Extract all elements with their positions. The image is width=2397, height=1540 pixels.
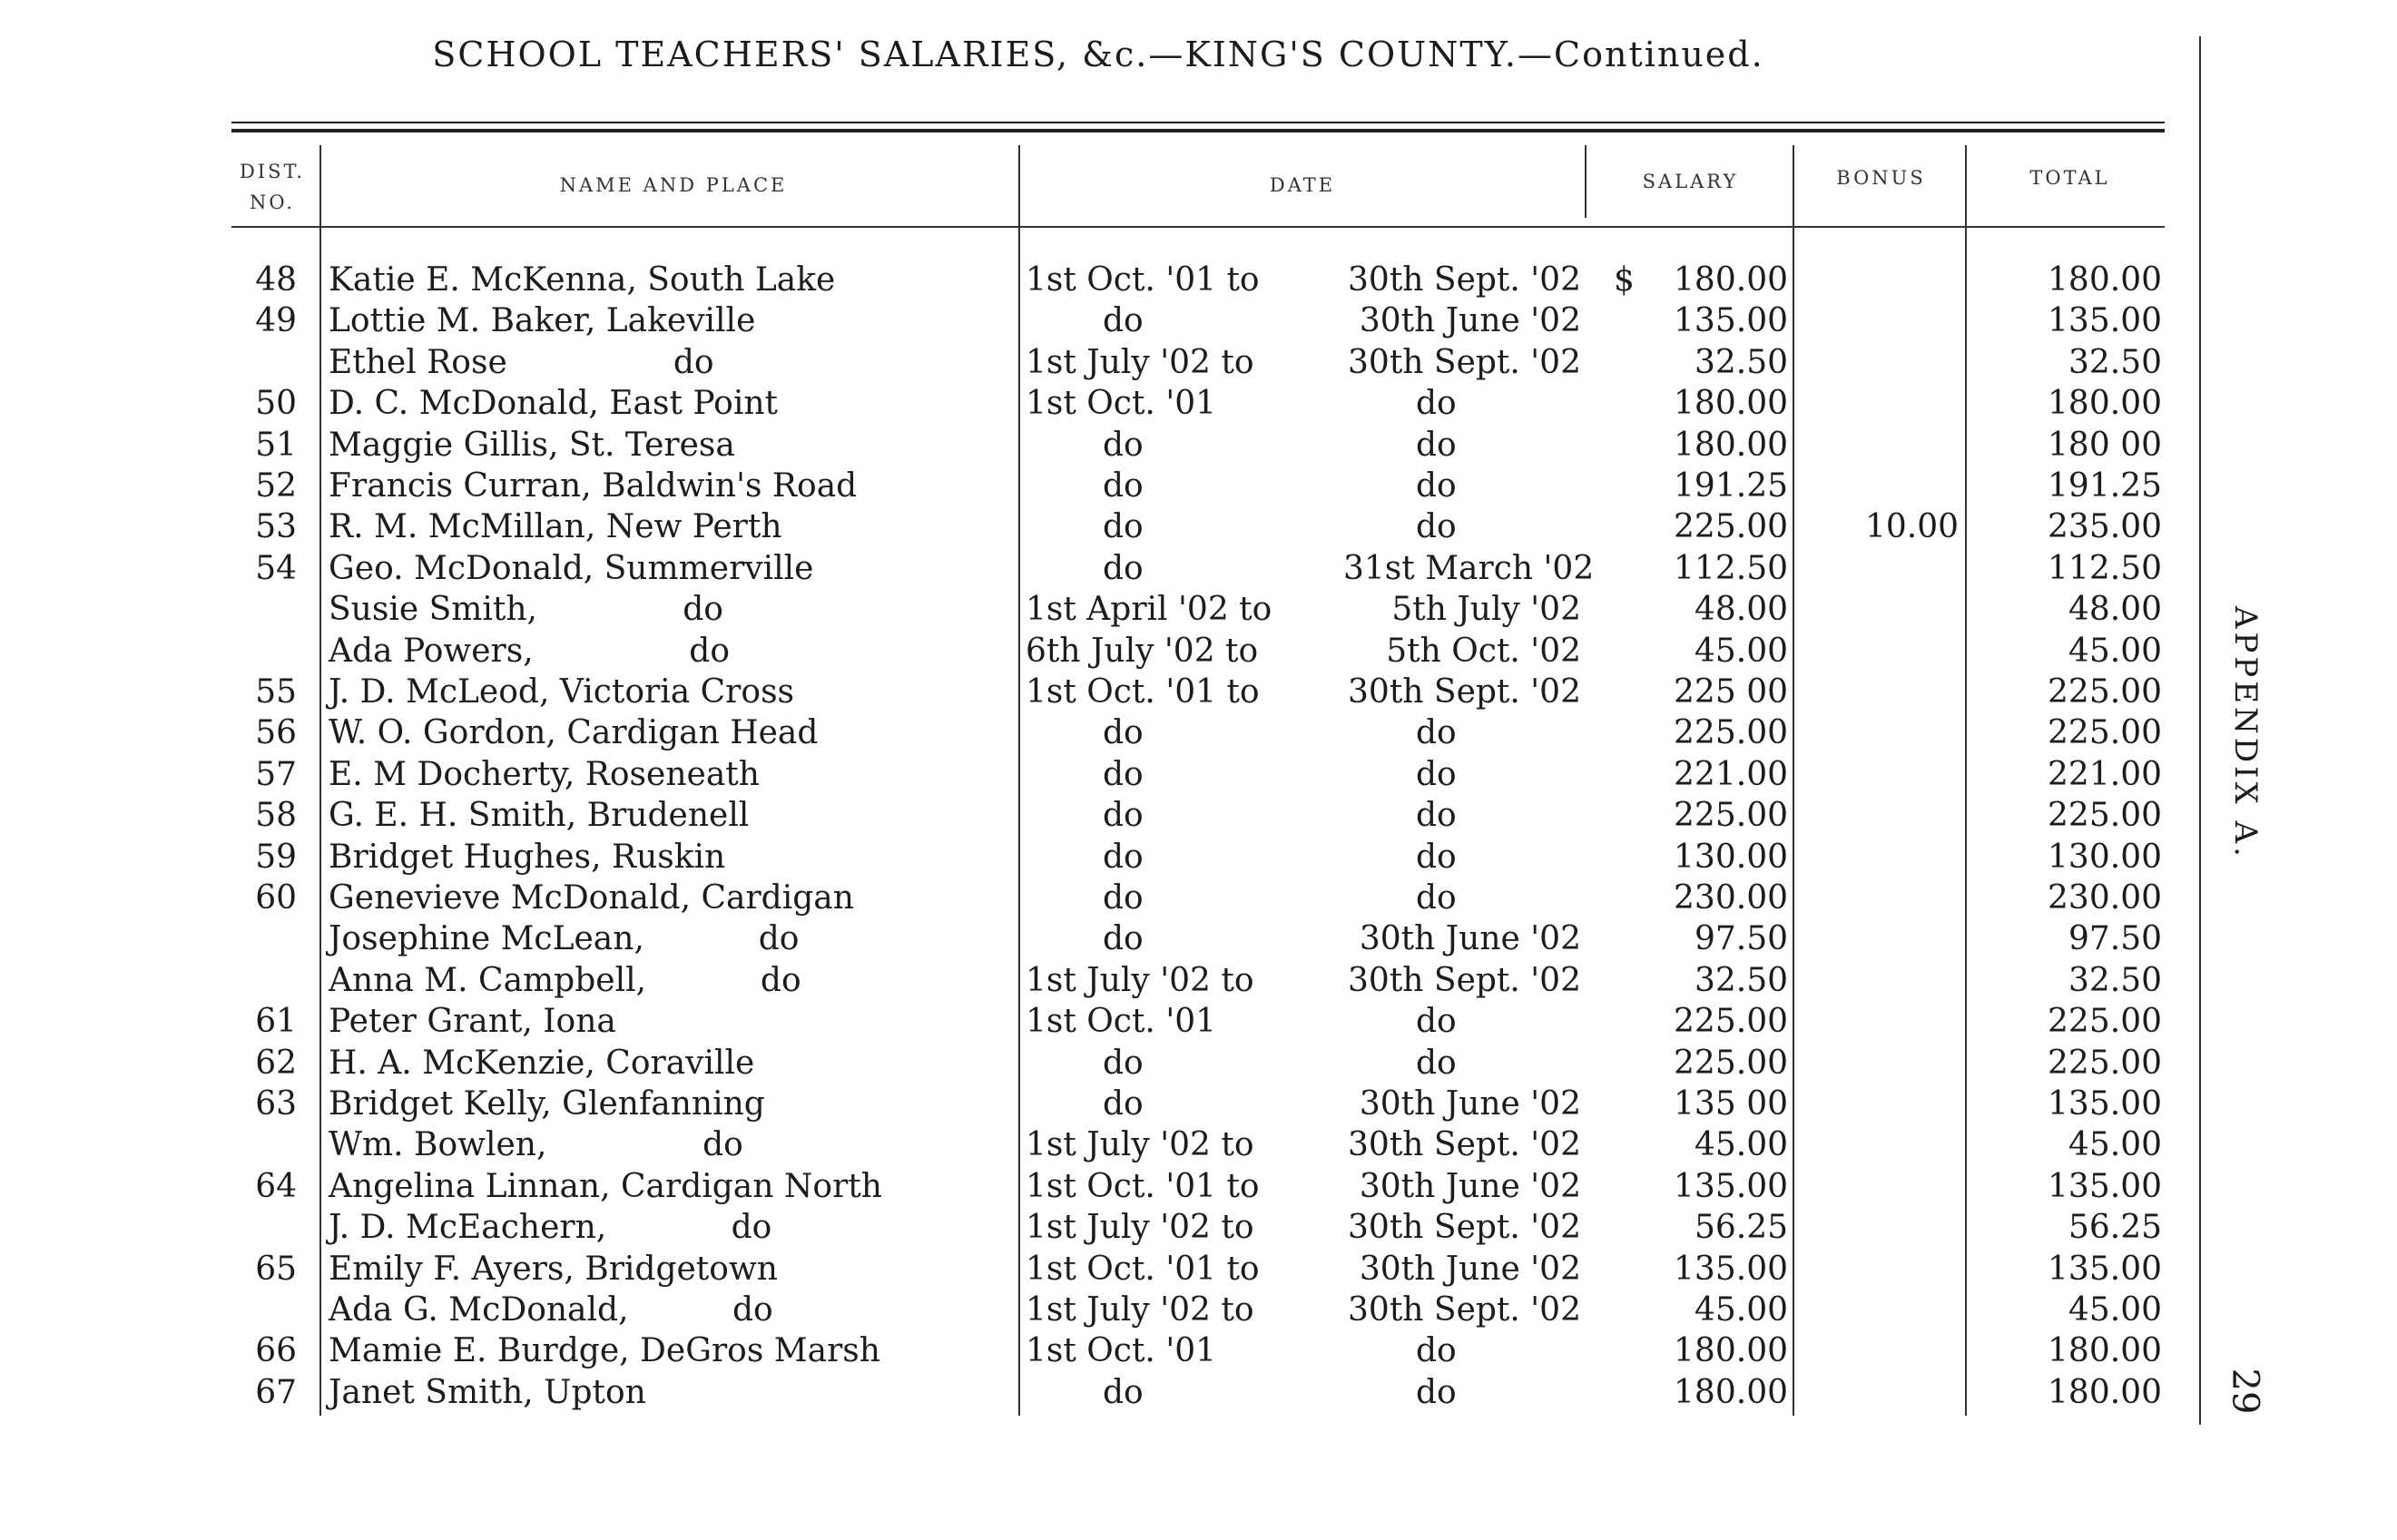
table-row xyxy=(0,714,2196,755)
table-row xyxy=(0,1168,2196,1209)
teacher-name-place: Ada G. McDonald, do xyxy=(329,1291,773,1329)
total-value: 32.50 xyxy=(2068,343,2162,381)
date-to: 30th Sept. '02 xyxy=(1348,1291,1581,1329)
date-from: 1st July '02 to xyxy=(1026,1209,1254,1247)
table-row xyxy=(0,1209,2196,1250)
table-row xyxy=(0,591,2196,632)
date-from: do xyxy=(1103,1044,1144,1082)
dist-number: 60 xyxy=(255,879,297,917)
dist-number: 53 xyxy=(255,508,297,546)
salary-value: 32.50 xyxy=(1694,961,1788,999)
bonus-value: 10.00 xyxy=(1864,508,1959,546)
total-value: 45.00 xyxy=(2068,1126,2162,1164)
header-name: NAME AND PLACE xyxy=(559,174,788,196)
teacher-name-place: H. A. McKenzie, Coraville xyxy=(329,1044,755,1082)
salary-value: 45.00 xyxy=(1694,632,1788,670)
title-rule-thin xyxy=(231,122,2165,123)
table-row xyxy=(0,261,2196,302)
salary-value: 45.00 xyxy=(1694,1126,1788,1164)
total-value: 225.00 xyxy=(2048,673,2162,711)
date-from: do xyxy=(1103,1085,1144,1123)
dist-number: 59 xyxy=(255,838,297,876)
dist-number: 65 xyxy=(255,1250,297,1288)
currency-symbol: $ xyxy=(1614,261,1635,299)
date-to: do xyxy=(1416,797,1457,835)
total-value: 225.00 xyxy=(2048,1044,2162,1082)
header-salary: SALARY xyxy=(1642,171,1739,192)
date-from: do xyxy=(1103,1373,1144,1411)
salary-value: 230.00 xyxy=(1674,879,1788,917)
dist-number: 54 xyxy=(255,549,297,587)
date-to: 30th June '02 xyxy=(1359,1167,1581,1205)
table-row xyxy=(0,550,2196,591)
date-to: do xyxy=(1416,879,1457,917)
salary-value: 135 00 xyxy=(1674,1085,1788,1123)
teacher-name-place: Francis Curran, Baldwin's Road xyxy=(329,467,858,505)
header-rule xyxy=(231,226,2165,228)
table-row xyxy=(0,302,2196,343)
date-from: do xyxy=(1103,302,1144,340)
date-to: 30th Sept. '02 xyxy=(1348,673,1581,711)
teacher-name-place: Bridget Hughes, Ruskin xyxy=(329,838,726,876)
table-row xyxy=(0,1003,2196,1044)
total-value: 135.00 xyxy=(2048,1250,2162,1288)
date-from: do xyxy=(1103,797,1144,835)
date-from: 1st Oct. '01 xyxy=(1026,385,1217,423)
date-to: 30th June '02 xyxy=(1359,920,1581,958)
total-value: 48.00 xyxy=(2068,591,2162,629)
appendix-label: APPENDIX A. xyxy=(2227,606,2264,860)
header-dist-line2: NO. xyxy=(249,191,296,213)
date-from: do xyxy=(1103,714,1144,752)
date-to: do xyxy=(1416,755,1457,793)
date-to: do xyxy=(1416,467,1457,505)
total-value: 235.00 xyxy=(2048,508,2162,546)
table-row xyxy=(0,467,2196,508)
header-total: TOTAL xyxy=(2029,167,2110,189)
salary-value: 180.00 xyxy=(1674,1373,1788,1411)
teacher-name-place: Josephine McLean, do xyxy=(329,920,800,958)
date-from: do xyxy=(1103,508,1144,546)
salary-value: 225.00 xyxy=(1674,1003,1788,1041)
table-row xyxy=(0,962,2196,1003)
table-row xyxy=(0,879,2196,920)
teacher-name-place: Lottie M. Baker, Lakeville xyxy=(329,302,756,340)
date-to: 30th Sept. '02 xyxy=(1348,343,1581,381)
dist-number: 58 xyxy=(255,797,297,835)
teacher-name-place: Ada Powers, do xyxy=(329,632,731,670)
teacher-name-place: Janet Smith, Upton xyxy=(329,1373,646,1411)
teacher-name-place: Anna M. Campbell, do xyxy=(329,961,801,999)
date-to: do xyxy=(1416,1332,1457,1370)
date-to: do xyxy=(1416,385,1457,423)
salary-value: 180.00 xyxy=(1674,426,1788,464)
date-from: do xyxy=(1103,879,1144,917)
total-value: 45.00 xyxy=(2068,1291,2162,1329)
dist-number: 62 xyxy=(255,1044,297,1082)
salary-value: 112.50 xyxy=(1674,549,1788,587)
date-to: 30th Sept. '02 xyxy=(1348,261,1581,299)
salary-value: 225.00 xyxy=(1674,1044,1788,1082)
total-value: 230.00 xyxy=(2048,879,2162,917)
total-value: 56.25 xyxy=(2068,1209,2162,1247)
teacher-name-place: E. M Docherty, Roseneath xyxy=(329,755,760,793)
date-from: do xyxy=(1103,467,1144,505)
salary-value: 135.00 xyxy=(1674,302,1788,340)
column-divider-salary xyxy=(1585,145,1587,218)
table-row xyxy=(0,1045,2196,1085)
teacher-name-place: Wm. Bowlen, do xyxy=(329,1126,743,1164)
total-value: 225.00 xyxy=(2048,1003,2162,1041)
salary-value: 135.00 xyxy=(1674,1250,1788,1288)
total-value: 32.50 xyxy=(2068,961,2162,999)
teacher-name-place: Geo. McDonald, Summerville xyxy=(329,549,814,587)
date-from: 1st July '02 to xyxy=(1026,343,1254,381)
table-row xyxy=(0,920,2196,961)
teacher-name-place: Genevieve McDonald, Cardigan xyxy=(329,879,854,917)
date-from: do xyxy=(1103,549,1144,587)
date-from: 1st July '02 to xyxy=(1026,961,1254,999)
header-bonus: BONUS xyxy=(1836,167,1926,189)
total-value: 225.00 xyxy=(2048,714,2162,752)
total-value: 180.00 xyxy=(2048,1332,2162,1370)
date-to: 30th Sept. '02 xyxy=(1348,1209,1581,1247)
table-row xyxy=(0,633,2196,673)
salary-value: 221.00 xyxy=(1674,755,1788,793)
dist-number: 52 xyxy=(255,467,297,505)
dist-number: 55 xyxy=(255,673,297,711)
date-from: 1st Oct. '01 xyxy=(1026,1003,1217,1041)
salary-value: 56.25 xyxy=(1694,1209,1788,1247)
dist-number: 56 xyxy=(255,714,297,752)
total-value: 130.00 xyxy=(2048,838,2162,876)
header-dist xyxy=(231,156,313,218)
table-row xyxy=(0,797,2196,838)
total-value: 45.00 xyxy=(2068,632,2162,670)
dist-number: 49 xyxy=(255,302,297,340)
table-row xyxy=(0,344,2196,385)
date-to: 30th June '02 xyxy=(1359,302,1581,340)
teacher-name-place: W. O. Gordon, Cardigan Head xyxy=(329,714,819,752)
date-from: 1st Oct. '01 to xyxy=(1026,261,1260,299)
total-value: 180 00 xyxy=(2048,426,2162,464)
table-row xyxy=(0,1374,2196,1415)
teacher-name-place: Mamie E. Burdge, DeGros Marsh xyxy=(329,1332,880,1370)
teacher-name-place: D. C. McDonald, East Point xyxy=(329,385,778,423)
dist-number: 61 xyxy=(255,1003,297,1041)
teacher-name-place: Susie Smith, do xyxy=(329,591,723,629)
date-to: do xyxy=(1416,838,1457,876)
total-value: 225.00 xyxy=(2048,797,2162,835)
dist-number: 57 xyxy=(255,755,297,793)
salary-value: 180.00 xyxy=(1674,261,1788,299)
table-row xyxy=(0,1251,2196,1291)
salary-value: 180.00 xyxy=(1674,385,1788,423)
total-value: 221.00 xyxy=(2048,755,2162,793)
teacher-name-place: Katie E. McKenna, South Lake xyxy=(329,261,836,299)
salary-value: 48.00 xyxy=(1694,591,1788,629)
salary-value: 191.25 xyxy=(1674,467,1788,505)
date-to: 5th Oct. '02 xyxy=(1386,632,1581,670)
teacher-name-place: Angelina Linnan, Cardigan North xyxy=(329,1167,882,1205)
teacher-name-place: Maggie Gillis, St. Teresa xyxy=(329,426,735,464)
total-value: 180.00 xyxy=(2048,385,2162,423)
teacher-name-place: Bridget Kelly, Glenfanning xyxy=(329,1085,765,1123)
total-value: 180.00 xyxy=(2048,261,2162,299)
header-date: DATE xyxy=(1269,174,1336,196)
salary-value: 225.00 xyxy=(1674,797,1788,835)
date-to: 30th Sept. '02 xyxy=(1348,1126,1581,1164)
total-value: 97.50 xyxy=(2068,920,2162,958)
date-from: do xyxy=(1103,838,1144,876)
total-value: 191.25 xyxy=(2048,467,2162,505)
right-border-rule xyxy=(2199,36,2201,1425)
salary-value: 45.00 xyxy=(1694,1291,1788,1329)
date-to: 30th June '02 xyxy=(1359,1250,1581,1288)
table-row xyxy=(0,427,2196,467)
dist-number: 51 xyxy=(255,426,297,464)
teacher-name-place: Peter Grant, Iona xyxy=(329,1003,616,1041)
header-dist-line1: DIST. xyxy=(239,161,306,182)
table-row xyxy=(0,385,2196,426)
teacher-name-place: J. D. McLeod, Victoria Cross xyxy=(329,673,795,711)
salary-value: 225 00 xyxy=(1674,673,1788,711)
salary-value: 180.00 xyxy=(1674,1332,1788,1370)
date-to: do xyxy=(1416,1003,1457,1041)
date-to: 31st March '02 xyxy=(1343,549,1595,587)
dist-number: 63 xyxy=(255,1085,297,1123)
date-from: 1st July '02 to xyxy=(1026,1126,1254,1164)
table-row xyxy=(0,1126,2196,1167)
date-from: 1st April '02 to xyxy=(1026,591,1272,629)
date-from: do xyxy=(1103,426,1144,464)
table-row xyxy=(0,756,2196,797)
table-row xyxy=(0,508,2196,549)
table-row xyxy=(0,1291,2196,1332)
date-from: 6th July '02 to xyxy=(1026,632,1259,670)
teacher-name-place: Ethel Rose do xyxy=(329,343,714,381)
date-to: 30th June '02 xyxy=(1359,1085,1581,1123)
total-value: 180.00 xyxy=(2048,1373,2162,1411)
teacher-name-place: Emily F. Ayers, Bridgetown xyxy=(329,1250,778,1288)
table-row xyxy=(0,1332,2196,1373)
salary-value: 135.00 xyxy=(1674,1167,1788,1205)
date-to: 30th Sept. '02 xyxy=(1348,961,1581,999)
salary-value: 130.00 xyxy=(1674,838,1788,876)
date-from: 1st Oct. '01 to xyxy=(1026,1167,1260,1205)
title-rule-thick xyxy=(231,129,2165,132)
date-from: 1st Oct. '01 xyxy=(1026,1332,1217,1370)
dist-number: 67 xyxy=(255,1373,297,1411)
date-from: 1st Oct. '01 to xyxy=(1026,673,1260,711)
total-value: 135.00 xyxy=(2048,1167,2162,1205)
total-value: 135.00 xyxy=(2048,302,2162,340)
dist-number: 66 xyxy=(255,1332,297,1370)
date-from: do xyxy=(1103,755,1144,793)
date-to: do xyxy=(1416,426,1457,464)
salary-value: 32.50 xyxy=(1694,343,1788,381)
date-to: do xyxy=(1416,714,1457,752)
teacher-name-place: R. M. McMillan, New Perth xyxy=(329,508,782,546)
date-from: 1st July '02 to xyxy=(1026,1291,1254,1329)
dist-number: 50 xyxy=(255,385,297,423)
teacher-name-place: G. E. H. Smith, Brudenell xyxy=(329,797,750,835)
date-to: 5th July '02 xyxy=(1391,591,1581,629)
date-to: do xyxy=(1416,508,1457,546)
date-from: 1st Oct. '01 to xyxy=(1026,1250,1260,1288)
dist-number: 64 xyxy=(255,1167,297,1205)
date-to: do xyxy=(1416,1044,1457,1082)
total-value: 135.00 xyxy=(2048,1085,2162,1123)
date-from: do xyxy=(1103,920,1144,958)
table-row xyxy=(0,839,2196,879)
table-row xyxy=(0,1085,2196,1126)
date-to: do xyxy=(1416,1373,1457,1411)
teacher-name-place: J. D. McEachern, do xyxy=(329,1209,772,1247)
page-number: 29 xyxy=(2224,1368,2266,1415)
total-value: 112.50 xyxy=(2048,549,2162,587)
salary-value: 97.50 xyxy=(1694,920,1788,958)
dist-number: 48 xyxy=(255,261,297,299)
salary-value: 225.00 xyxy=(1674,508,1788,546)
page-title: SCHOOL TEACHERS' SALARIES, &c.—KING'S COUNTY.—Continued. xyxy=(432,34,1764,74)
salary-value: 225.00 xyxy=(1674,714,1788,752)
table-row xyxy=(0,673,2196,714)
